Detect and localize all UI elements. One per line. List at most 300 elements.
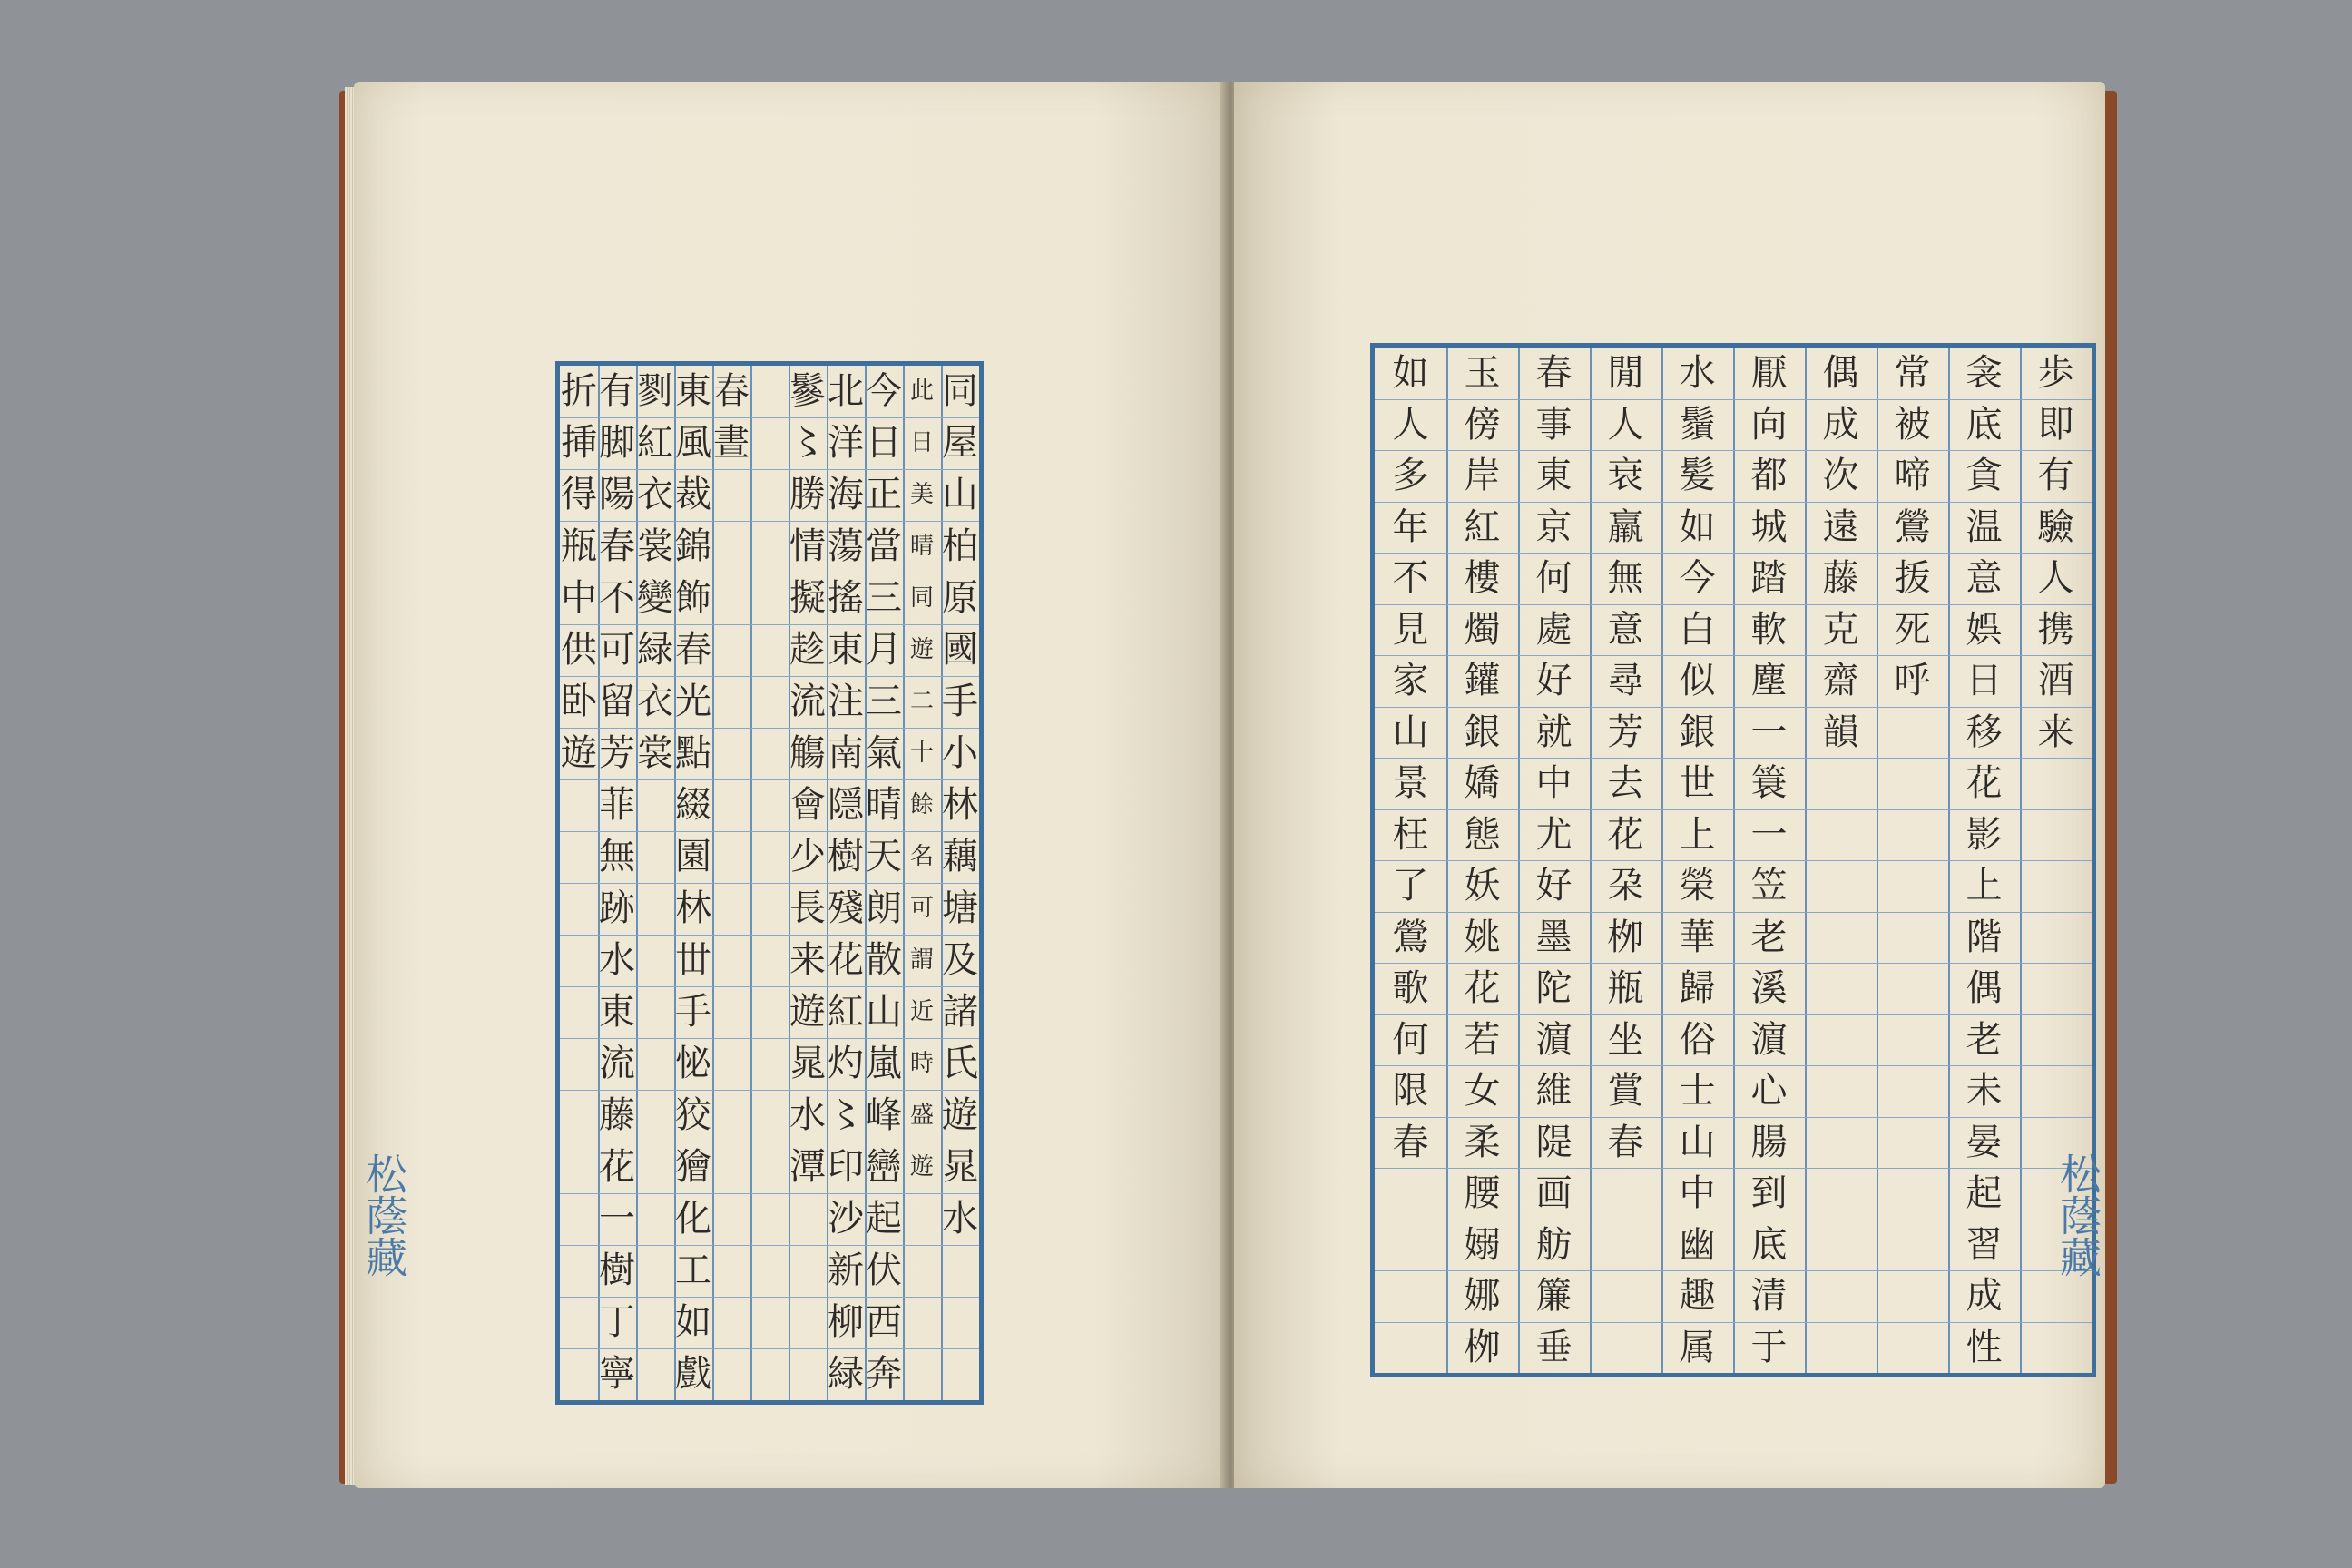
- text-char: 謂: [909, 946, 934, 974]
- text-char: 今: [1679, 557, 1716, 599]
- open-book: [336, 74, 2119, 1499]
- text-char: 樹: [828, 836, 864, 877]
- text-char: 坐: [1607, 1018, 1644, 1061]
- text-char: 遊: [942, 1094, 978, 1136]
- text-char: 上: [1679, 813, 1716, 856]
- text-char: 風: [675, 422, 711, 464]
- text-char: 狡: [675, 1094, 711, 1136]
- text-char: 可: [599, 629, 635, 671]
- text-char: 怭: [675, 1043, 711, 1084]
- text-char: 似: [1679, 660, 1716, 701]
- text-char: 日: [1965, 660, 2003, 701]
- text-char: 好: [1535, 660, 1573, 701]
- text-char: 散: [866, 939, 902, 981]
- text-char: 月: [866, 629, 902, 671]
- text-char: 灼: [828, 1043, 864, 1084]
- text-char: 得: [561, 474, 597, 515]
- text-char: 腰: [1464, 1172, 1501, 1214]
- text-char: 好: [1535, 865, 1573, 906]
- text-char: 寧: [599, 1353, 635, 1395]
- text-char: 流: [599, 1043, 635, 1084]
- text-char: 墨: [1535, 916, 1573, 958]
- text-char: 緑: [828, 1353, 864, 1395]
- text-column: [1948, 348, 2020, 1373]
- text-char: 盛: [909, 1102, 934, 1129]
- text-char: 一: [1750, 710, 1788, 753]
- text-char: 腸: [1750, 1121, 1788, 1163]
- text-char: 意: [1965, 557, 2003, 599]
- text-char: 晴: [909, 533, 934, 560]
- text-char: 化: [675, 1198, 711, 1240]
- text-char: 底: [1965, 403, 2003, 446]
- text-char: 衣: [637, 681, 673, 722]
- text-char: 柳: [828, 1301, 864, 1343]
- text-char: 正: [866, 474, 902, 515]
- text-char: 挿: [561, 422, 597, 464]
- text-char: 園: [675, 836, 711, 877]
- text-char: 来: [789, 939, 826, 981]
- text-char: 山: [1392, 710, 1429, 753]
- text-char: 玉: [1464, 352, 1501, 394]
- text-char: 留: [599, 681, 635, 722]
- text-char: 呼: [1894, 660, 1931, 701]
- text-char: 緑: [637, 629, 673, 671]
- text-char: 蕩: [828, 525, 864, 567]
- text-char: 未: [1965, 1070, 2003, 1112]
- text-char: 㧞: [1894, 557, 1931, 599]
- text-char: 芳: [599, 732, 635, 774]
- text-char: 山: [866, 991, 902, 1033]
- text-char: 卧: [561, 681, 597, 722]
- text-char: 十: [909, 740, 934, 767]
- text-char: 隠: [828, 784, 864, 826]
- text-char: 同: [942, 370, 978, 412]
- text-char: 朶: [1607, 865, 1644, 906]
- text-char: 趣: [1679, 1275, 1716, 1317]
- text-char: 華: [1679, 916, 1716, 958]
- text-char: 底: [1750, 1223, 1788, 1266]
- text-char: 西: [866, 1301, 902, 1343]
- text-char: 觴: [789, 732, 826, 774]
- left-page-text-grid: [555, 361, 984, 1405]
- text-column: [2020, 348, 2092, 758]
- text-char: 國: [942, 629, 978, 671]
- right-page: [1234, 82, 2105, 1488]
- text-char: 城: [1750, 505, 1788, 548]
- text-char: 春: [599, 525, 635, 567]
- text-char: 日: [866, 422, 902, 464]
- text-char: 水: [1679, 352, 1716, 394]
- text-char: 沙: [828, 1198, 864, 1240]
- text-char: 岸: [1464, 455, 1501, 496]
- text-char: 死: [1894, 608, 1931, 651]
- text-char: 藕: [942, 836, 978, 877]
- text-char: 印: [828, 1146, 864, 1188]
- text-char: 時: [909, 1050, 934, 1077]
- text-char: 晝: [713, 422, 750, 464]
- text-char: 如: [1392, 352, 1429, 394]
- text-char: 點: [675, 732, 711, 774]
- text-column: [827, 366, 865, 1400]
- text-char: 光: [675, 681, 711, 722]
- text-char: 晴: [866, 784, 902, 826]
- text-char: 貪: [1965, 455, 2003, 496]
- text-char: 殘: [828, 887, 864, 929]
- text-char: 戲: [675, 1353, 711, 1395]
- text-column: [789, 366, 827, 1193]
- text-char: 見: [1392, 608, 1429, 651]
- text-column: [1590, 348, 1661, 1168]
- text-char: 偶: [1965, 967, 2003, 1009]
- text-char: 常: [1894, 352, 1931, 394]
- text-char: 遊: [909, 636, 934, 663]
- text-char: 白: [1679, 608, 1716, 651]
- text-char: 及: [942, 939, 978, 981]
- text-char: 被: [1894, 403, 1931, 446]
- text-char: 林: [675, 887, 711, 929]
- text-char: 朗: [866, 887, 902, 929]
- text-char: 三: [866, 577, 902, 619]
- text-char: 簑: [1750, 762, 1788, 804]
- text-char: 會: [789, 784, 826, 826]
- text-char: 人: [1607, 403, 1644, 446]
- text-char: 克: [1822, 608, 1859, 651]
- text-char: 来: [2037, 710, 2074, 753]
- text-char: 東: [1535, 455, 1573, 496]
- text-char: 裳: [637, 732, 673, 774]
- text-char: 韻: [1822, 710, 1859, 753]
- text-char: 水: [942, 1198, 978, 1240]
- text-char: 花: [1607, 813, 1644, 856]
- text-char: 厭: [1750, 352, 1788, 394]
- text-char: 影: [1965, 813, 2003, 856]
- text-char: 東: [599, 991, 635, 1033]
- text-char: 東: [675, 370, 711, 412]
- text-char: 枉: [1392, 813, 1429, 856]
- text-char: 南: [828, 732, 864, 774]
- text-char: 鬖: [789, 370, 826, 412]
- text-char: 向: [1750, 403, 1788, 446]
- text-char: 山: [1679, 1121, 1716, 1163]
- text-char: 名: [909, 843, 934, 870]
- text-char: 属: [1679, 1326, 1716, 1368]
- text-column: [712, 366, 750, 469]
- text-char: 酒: [2037, 660, 2074, 701]
- text-char: 晏: [1965, 1121, 2003, 1163]
- text-char: 傍: [1464, 403, 1501, 446]
- text-char: 晁: [789, 1043, 826, 1084]
- text-char: 潭: [789, 1146, 826, 1188]
- text-char: 歩: [2037, 352, 2074, 394]
- text-char: 飾: [675, 577, 711, 619]
- text-char: 遊: [561, 732, 597, 774]
- text-char: 階: [1965, 916, 2003, 958]
- text-char: 軟: [1750, 608, 1788, 651]
- right-page-text-grid: [1370, 343, 2096, 1377]
- text-char: 二: [909, 688, 934, 715]
- text-char: 獪: [675, 1146, 711, 1188]
- text-char: 人: [1392, 403, 1429, 446]
- text-char: 鶯: [1894, 505, 1931, 548]
- text-char: 衰: [1607, 455, 1644, 496]
- text-column: [1805, 348, 1877, 758]
- text-char: 一: [599, 1198, 635, 1240]
- text-char: 京: [1535, 505, 1573, 548]
- text-char: 羸: [1607, 505, 1644, 548]
- text-char: 若: [1464, 1018, 1501, 1061]
- text-char: 衾: [1965, 352, 2003, 394]
- text-char: 笠: [1750, 865, 1788, 906]
- text-char: 綴: [675, 784, 711, 826]
- text-char: 林: [942, 784, 978, 826]
- text-column: [636, 366, 674, 779]
- text-char: 嫋: [1464, 1223, 1501, 1266]
- text-char: 女: [1464, 1070, 1501, 1112]
- text-char: 脚: [599, 422, 635, 464]
- text-char: 垂: [1535, 1326, 1573, 1368]
- text-char: 塘: [942, 887, 978, 929]
- text-char: 近: [909, 998, 934, 1025]
- text-char: 簾: [1535, 1275, 1573, 1317]
- text-char: 春: [713, 370, 750, 412]
- text-char: 啼: [1894, 455, 1931, 496]
- text-char: 了: [1392, 865, 1429, 906]
- text-char: 性: [1965, 1326, 2003, 1368]
- text-char: 丗: [675, 939, 711, 981]
- text-char: 人: [2037, 557, 2074, 599]
- text-char: 瓶: [1607, 967, 1644, 1009]
- text-char: 氣: [866, 732, 902, 774]
- left-page: [354, 82, 1225, 1488]
- text-char: 花: [828, 939, 864, 981]
- text-char: 擬: [789, 577, 826, 619]
- text-char: 銀: [1679, 710, 1716, 753]
- text-char: 心: [1750, 1070, 1788, 1112]
- text-char: 士: [1679, 1070, 1716, 1112]
- text-char: 處: [1535, 608, 1573, 651]
- text-char: 春: [675, 629, 711, 671]
- text-char: 齋: [1822, 660, 1859, 701]
- text-char: 意: [1607, 608, 1644, 651]
- text-char: 紅: [1464, 505, 1501, 548]
- text-char: 姚: [1464, 916, 1501, 958]
- text-char: 天: [866, 836, 902, 877]
- text-column: [598, 366, 636, 1400]
- text-char: 起: [866, 1198, 902, 1240]
- text-char: 餘: [909, 791, 934, 818]
- text-char: 濵: [1535, 1018, 1573, 1061]
- text-char: 裳: [637, 525, 673, 567]
- text-column: [941, 366, 979, 1245]
- text-char: 遊: [909, 1153, 934, 1181]
- text-char: 尤: [1535, 813, 1573, 856]
- text-char: 花: [1965, 762, 2003, 804]
- text-char: 妖: [1464, 865, 1501, 906]
- text-char: 山: [942, 474, 978, 515]
- text-char: 〻: [789, 422, 826, 464]
- text-char: 態: [1464, 813, 1501, 856]
- text-char: 有: [599, 370, 635, 412]
- text-char: 日: [909, 429, 934, 456]
- text-column: [1661, 348, 1733, 1373]
- text-char: 手: [675, 991, 711, 1033]
- text-char: 到: [1750, 1172, 1788, 1214]
- text-char: 携: [2037, 608, 2074, 651]
- text-char: 當: [866, 525, 902, 567]
- text-char: 奔: [866, 1353, 902, 1395]
- text-char: 情: [789, 525, 826, 567]
- text-char: 芳: [1607, 710, 1644, 753]
- text-char: 清: [1750, 1275, 1788, 1317]
- text-char: 樓: [1464, 557, 1501, 599]
- text-char: 春: [1535, 352, 1573, 394]
- text-column: [1733, 348, 1805, 1373]
- text-char: 丁: [599, 1301, 635, 1343]
- text-char: 事: [1535, 403, 1573, 446]
- text-char: 海: [828, 474, 864, 515]
- text-char: 閒: [1607, 352, 1644, 394]
- text-char: 東: [828, 629, 864, 671]
- text-char: 工: [675, 1250, 711, 1291]
- text-char: 起: [1965, 1172, 2003, 1214]
- text-char: 俗: [1679, 1018, 1716, 1061]
- text-char: 氏: [942, 1043, 978, 1084]
- text-char: 有: [2037, 455, 2074, 496]
- text-char: 歌: [1392, 967, 1429, 1009]
- text-char: 都: [1750, 455, 1788, 496]
- text-char: 剹: [637, 370, 673, 412]
- text-column: [1375, 348, 1446, 1168]
- text-char: 老: [1965, 1018, 2003, 1061]
- text-char: 榮: [1679, 865, 1716, 906]
- text-column: [1518, 348, 1590, 1373]
- text-char: 娯: [1965, 608, 2003, 651]
- text-char: 樹: [599, 1250, 635, 1291]
- text-char: 柔: [1464, 1121, 1501, 1163]
- text-char: 不: [599, 577, 635, 619]
- text-char: 維: [1535, 1070, 1573, 1112]
- text-char: 此: [909, 377, 934, 405]
- text-char: 跡: [599, 887, 635, 929]
- text-char: 三: [866, 681, 902, 722]
- text-char: 鶯: [1392, 916, 1429, 958]
- text-char: 春: [1392, 1121, 1429, 1163]
- text-char: 水: [599, 939, 635, 981]
- text-char: 何: [1392, 1018, 1429, 1061]
- text-char: 嬌: [1464, 762, 1501, 804]
- text-char: 北: [828, 370, 864, 412]
- text-char: 供: [561, 629, 597, 671]
- text-char: 晁: [942, 1146, 978, 1188]
- text-char: 髪: [1679, 455, 1716, 496]
- text-char: 栁: [1607, 916, 1644, 958]
- text-char: 幽: [1679, 1223, 1716, 1266]
- text-char: 多: [1392, 455, 1429, 496]
- text-char: 可: [909, 895, 934, 922]
- text-char: 鬚: [1679, 403, 1716, 446]
- text-char: 瓶: [561, 525, 597, 567]
- text-char: 勝: [789, 474, 826, 515]
- text-char: 溪: [1750, 967, 1788, 1009]
- text-char: 折: [561, 370, 597, 412]
- text-char: 長: [789, 887, 826, 929]
- text-char: 錦: [675, 525, 711, 567]
- text-char: 陽: [599, 474, 635, 515]
- text-char: 柏: [942, 525, 978, 567]
- text-char: 栁: [1464, 1326, 1501, 1368]
- text-char: 移: [1965, 710, 2003, 753]
- text-char: 年: [1392, 505, 1429, 548]
- text-char: 花: [1464, 967, 1501, 1009]
- text-char: 藤: [1822, 557, 1859, 599]
- text-char: 成: [1965, 1275, 2003, 1317]
- text-char: 遠: [1822, 505, 1859, 548]
- text-char: 不: [1392, 557, 1429, 599]
- text-char: 画: [1535, 1172, 1573, 1214]
- text-char: 伏: [866, 1250, 902, 1291]
- text-char: 小: [942, 732, 978, 774]
- text-char: 諸: [942, 991, 978, 1033]
- text-char: 中: [1679, 1172, 1716, 1214]
- text-char: 世: [1679, 762, 1716, 804]
- text-char: 限: [1392, 1070, 1429, 1112]
- text-char: 踏: [1750, 557, 1788, 599]
- text-char: 次: [1822, 455, 1859, 496]
- text-column: [1877, 348, 1948, 707]
- text-char: 藤: [599, 1094, 635, 1136]
- text-char: 舫: [1535, 1223, 1573, 1266]
- text-char: 無: [1607, 557, 1644, 599]
- text-char: 注: [828, 681, 864, 722]
- text-char: 屋: [942, 422, 978, 464]
- text-char: 中: [1535, 762, 1573, 804]
- text-char: 上: [1965, 865, 2003, 906]
- text-char: 菲: [599, 784, 635, 826]
- text-char: 遊: [789, 991, 826, 1033]
- left-page-seal: 松蔭藏: [359, 1152, 408, 1278]
- text-char: 花: [599, 1146, 635, 1188]
- text-char: 巒: [866, 1146, 902, 1188]
- text-char: 賞: [1607, 1070, 1644, 1112]
- text-char: 趁: [789, 629, 826, 671]
- text-char: 娜: [1464, 1275, 1501, 1317]
- text-char: 美: [909, 481, 934, 508]
- text-column: [865, 366, 903, 1400]
- text-char: 習: [1965, 1223, 2003, 1266]
- text-char: 搖: [828, 577, 864, 619]
- text-char: 同: [909, 584, 934, 612]
- text-char: 銀: [1464, 710, 1501, 753]
- text-column: [674, 366, 712, 1400]
- text-char: 就: [1535, 710, 1573, 753]
- text-char: 温: [1965, 505, 2003, 548]
- text-char: 原: [942, 577, 978, 619]
- text-char: 少: [789, 836, 826, 877]
- text-char: 即: [2037, 403, 2074, 446]
- text-char: 一: [1750, 813, 1788, 856]
- text-char: 燭: [1464, 608, 1501, 651]
- text-char: 家: [1392, 660, 1429, 701]
- text-column: [903, 366, 941, 1193]
- text-char: 成: [1822, 403, 1859, 446]
- text-char: 濵: [1750, 1018, 1788, 1061]
- text-column: [560, 366, 598, 779]
- text-char: 洋: [828, 422, 864, 464]
- text-char: 新: [828, 1250, 864, 1291]
- text-char: 裁: [675, 474, 711, 515]
- text-char: 歸: [1679, 967, 1716, 1009]
- text-char: 手: [942, 681, 978, 722]
